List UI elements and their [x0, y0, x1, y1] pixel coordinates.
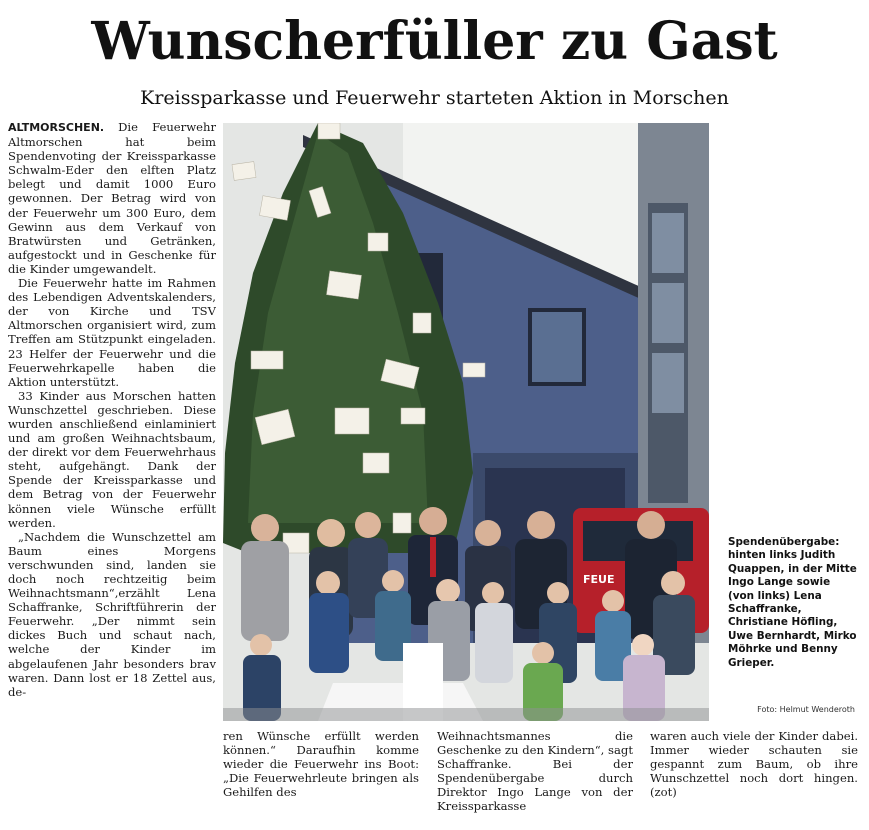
article-paragraph: 33 Kinder aus Morschen hatten Wunschzettel geschrieben. Diese wurden anschließend einlaminiert und am großen Weihnachtsbaum, der direkt vor dem Feuerwehrhaus steht, aufgehängt. Dank der Spende der Kreissparkasse und dem Betrag von der Feuerwehr können viele Wünsche erfüllt werden. [8, 388, 216, 530]
dateline: ALTMORSCHEN. [8, 121, 105, 134]
truck-label: FEUE [583, 573, 615, 586]
column-text: ren Wünsche erfüllt werden können.“ Daraufhin komme wieder die Feuerwehr ins Boot: „Die Feuerwehrleute bringen als Gehilfen des [223, 729, 419, 800]
column-text: Weihnachtsmannes die Geschenke zu den Kindern“, sagt Schaffranke. Bei der Spendenübergabe durch Direktor Ingo Lange von der Kreissparkasse [437, 729, 633, 814]
photo-caption: Spendenübergabe: hinten links Judith Quappen, in der Mitte Ingo Lange sowie (von links) Lena Schaffranke, Christiane Höfling, Uwe Bernhardt, Mirko Möhrke und Benny Grieper. [728, 536, 857, 669]
article-paragraph [8, 120, 216, 276]
article-column-4 [650, 729, 858, 829]
headline: Wunscherfüller zu Gast [91, 11, 778, 72]
paragraph-text: Die Feuerwehr Altmorschen hat beim Spendenvoting der Kreissparkasse Schwalm-Eder den elften Platz belegt und damit 1000 Euro gewonnen. Der Betrag wird von der Feuerwehr um 300 Euro, dem Gewinn aus dem Verkauf von Bratwürsten und Getränken, aufgestockt und in Geschenke für die Kinder umgewandelt. [8, 120, 216, 276]
article-column-2 [223, 729, 419, 829]
column-text: waren auch viele der Kinder dabei. Immer wieder schauten sie gespannt zum Baum, ob ihre Wunschzettel noch dort hingen. (zot) [650, 729, 858, 800]
article-column-3 [437, 729, 633, 829]
article-column-1 [8, 120, 216, 825]
photo-credit: Foto: Helmut Wenderoth [757, 705, 855, 714]
news-photo [223, 123, 709, 721]
subheadline: Kreissparkasse und Feuerwehr starteten Aktion in Morschen [140, 87, 729, 109]
photo-illustration [223, 123, 709, 721]
article-paragraph: Die Feuerwehr hatte im Rahmen des Lebendigen Adventskalenders, der von Kirche und TSV Altmorschen organisiert wird, zum Treffen am Stützpunkt eingeladen. 23 Helfer der Feuerwehr und die Feuerwehrkapelle haben die Aktion unterstützt. [8, 276, 216, 389]
article-paragraph: „Nachdem die Wunschzettel am Baum eines Morgens verschwunden sind, landen sie doch noch rechtzeitig beim Weihnachtsmann“,erzählt Lena Schaffranke, Schriftführerin der Feuerwehr. „Der nimmt sein dickes Buch und schaut nach, welche der Kinder im abgelaufenen Jahr besonders brav waren. Dann lost er 18 Zettel aus, de- [8, 529, 216, 699]
